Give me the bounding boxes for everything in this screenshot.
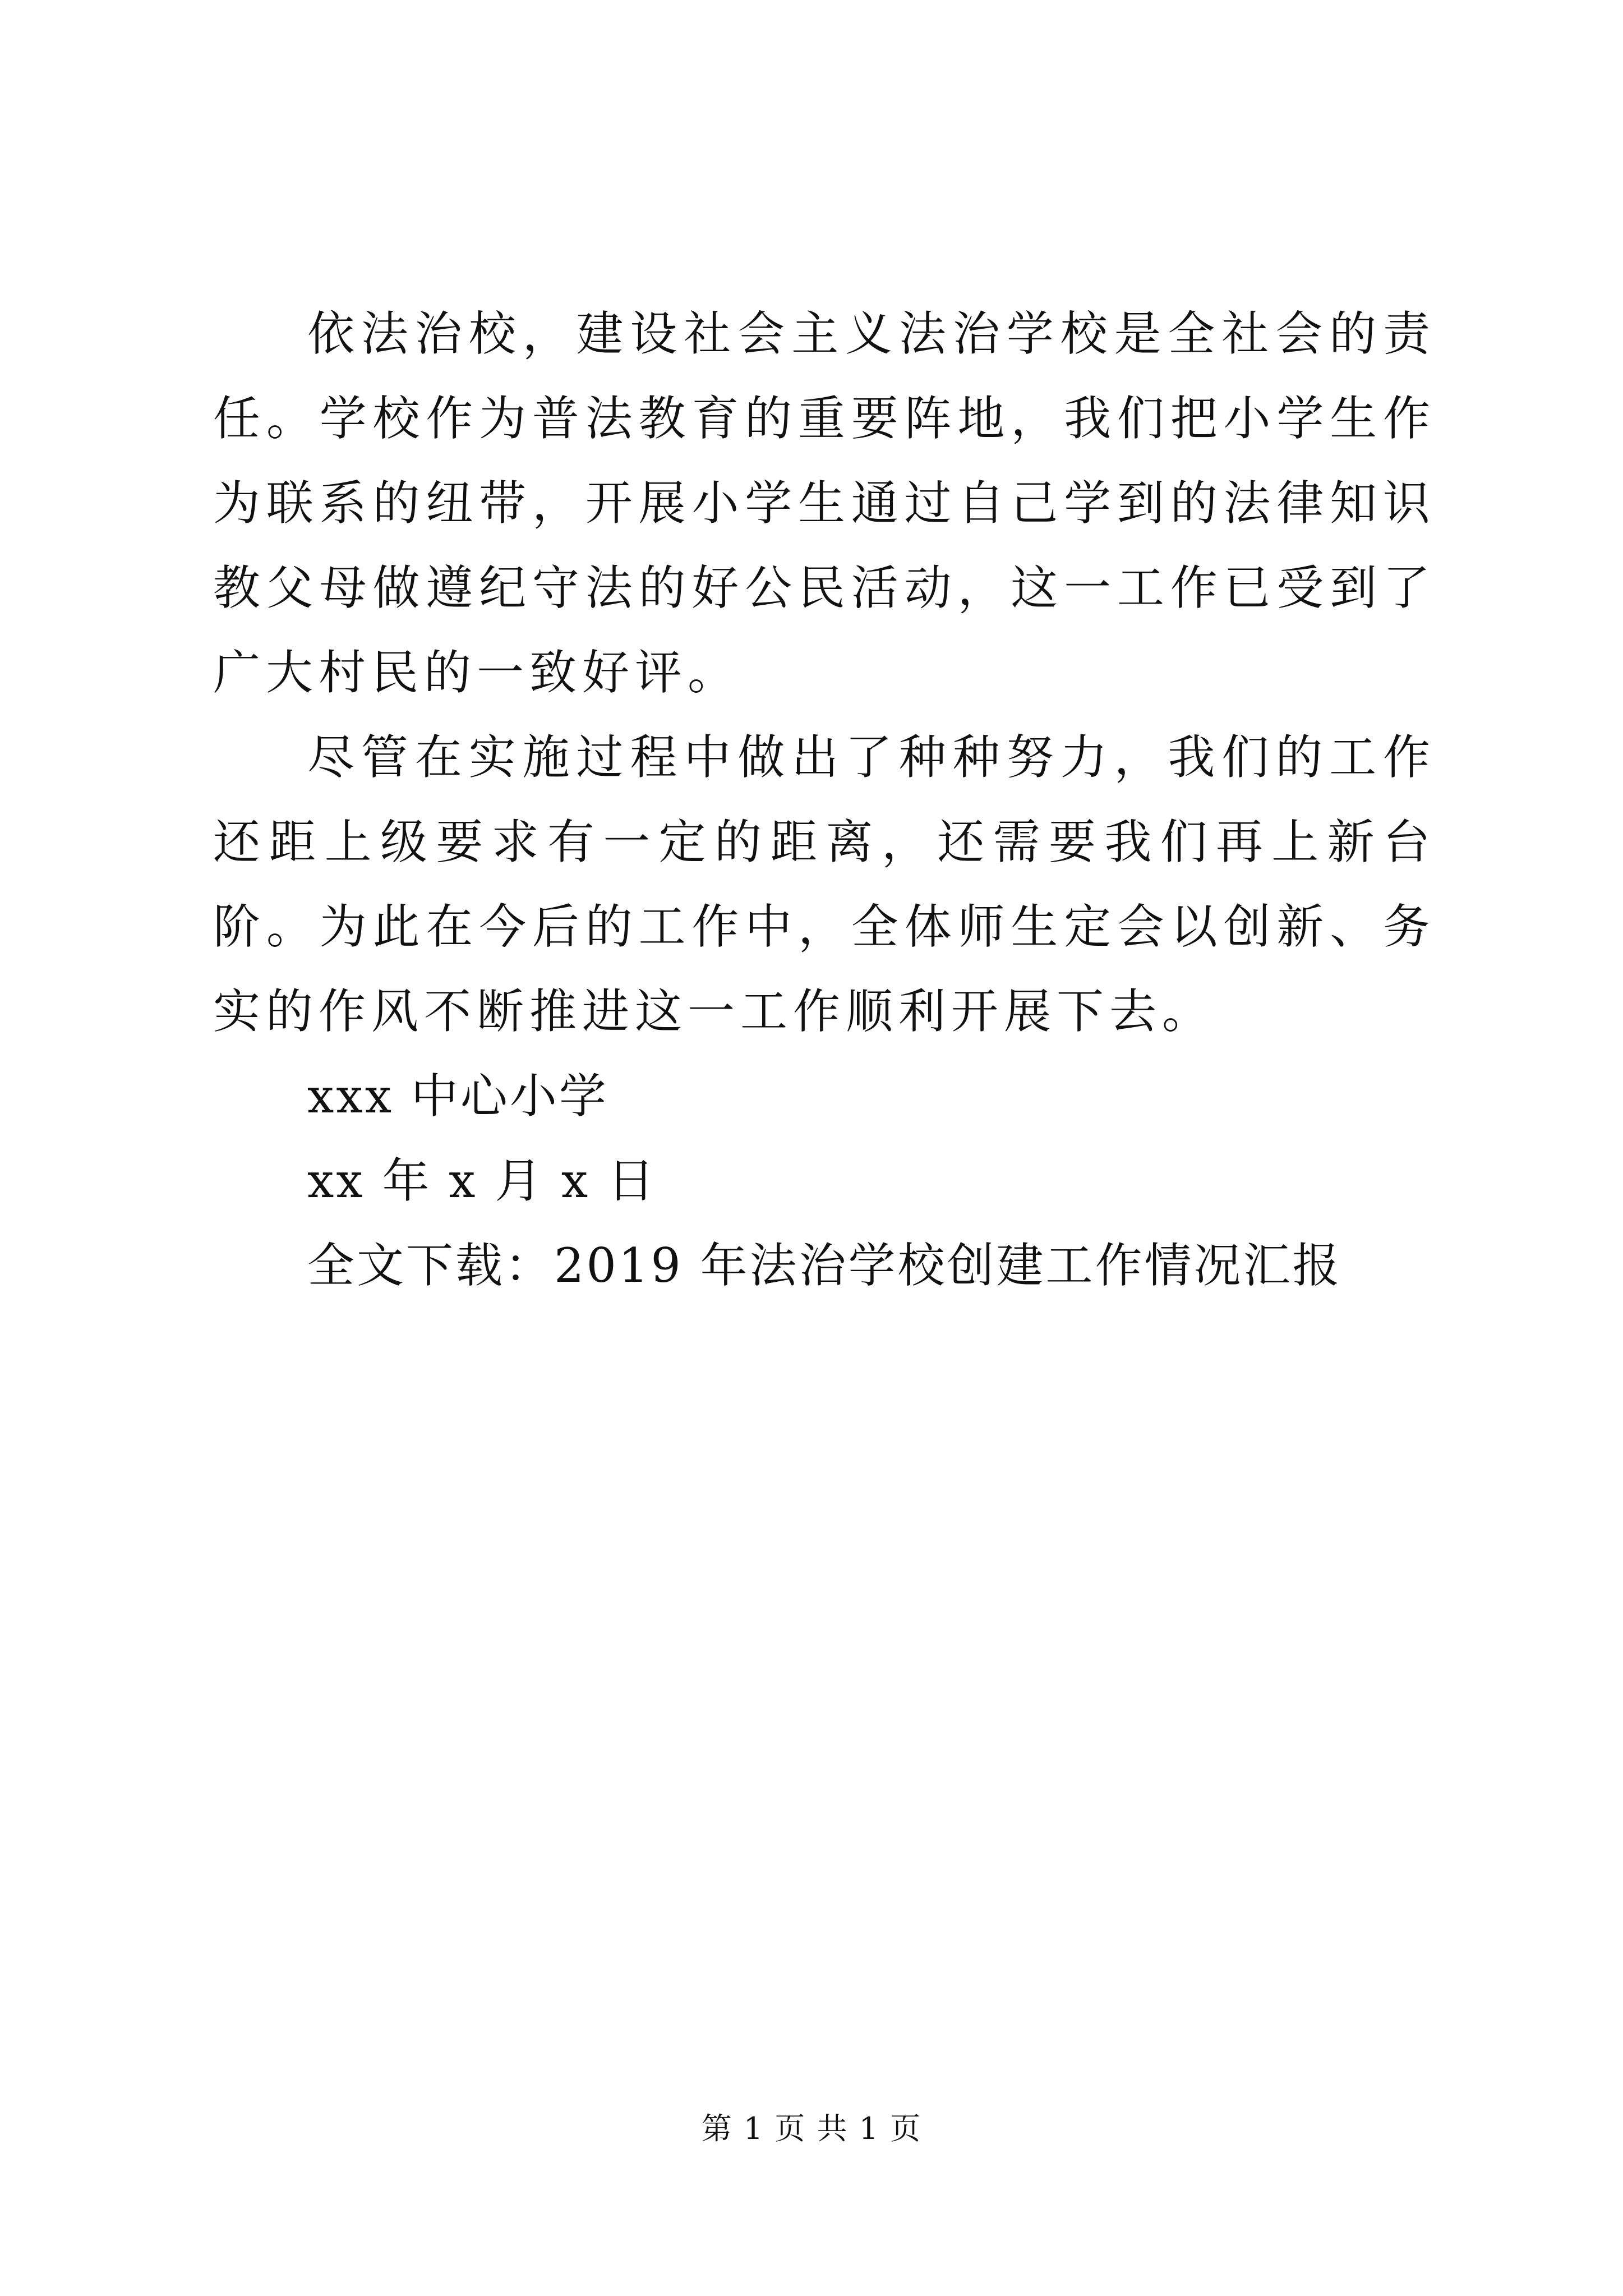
page-footer: 第 1 页 共 1 页 [701,2111,922,2146]
signature-organization: xxx 中心小学 [307,1069,608,1124]
document-body [213,292,1436,1308]
paragraph-efforts: 尽管在实施过程中做出了种种努力，我们的工作还距上级要求有一定的距离，还需要我们再上新台阶。为此在今后的工作中，全体师生定会以创新、务实的作风不断推进这一工作顺利开展下去。 [213,730,1436,1039]
download-line: 全文下载：2019 年法治学校创建工作情况汇报 [307,1238,1342,1293]
signature-date: xx 年 x 月 x 日 [307,1153,657,1208]
paragraph-rule-of-law: 依法治校，建设社会主义法治学校是全社会的责任。学校作为普法教育的重要阵地，我们把小学生作为联系的纽带，开展小学生通过自己学到的法律知识教父母做遵纪守法的好公民活动，这一工作已受到了广大村民的一致好评。 [213,306,1436,700]
